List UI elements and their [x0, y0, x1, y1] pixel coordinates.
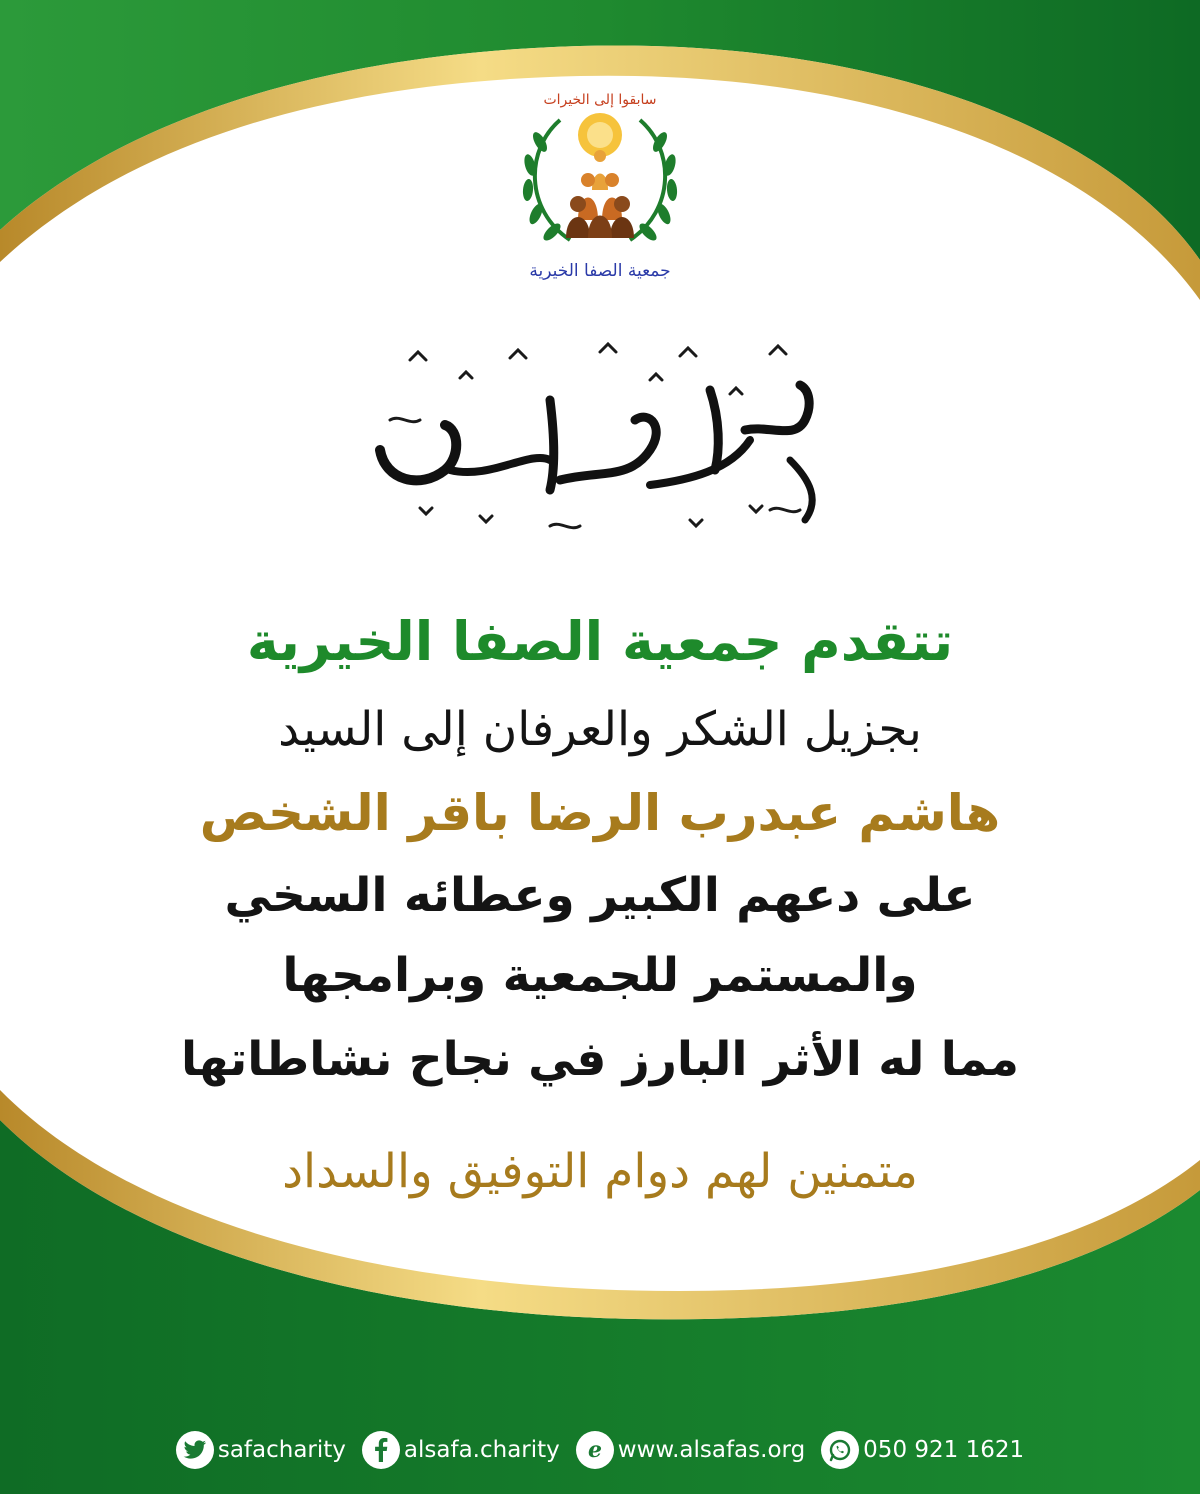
- message-line-5: والمستمر للجمعية وبرامجها: [282, 948, 918, 1003]
- logo-top-text: سابقوا إلى الخيرات: [543, 92, 657, 108]
- message-line-2: بجزيل الشكر والعرفان إلى السيد: [278, 702, 922, 757]
- twitter-handle: safacharity: [217, 1437, 346, 1463]
- logo-bottom-text: جمعية الصفا الخيرية: [529, 261, 671, 281]
- facebook-contact[interactable]: [362, 1431, 560, 1469]
- twitter-contact[interactable]: [176, 1431, 346, 1469]
- facebook-icon: [362, 1431, 400, 1469]
- website-url: www.alsafas.org: [617, 1437, 806, 1463]
- facebook-handle: alsafa.charity: [403, 1437, 560, 1463]
- website-contact[interactable]: [576, 1431, 805, 1469]
- contact-footer: [0, 1422, 1200, 1478]
- whatsapp-phone: 050 921 1621: [863, 1437, 1025, 1463]
- closing-line: متمنين لهم دوام التوفيق والسداد: [282, 1144, 918, 1199]
- message-line-4: على دعهم الكبير وعطائه السخي: [224, 868, 976, 923]
- honoree-name: هاشم عبدرب الرضا باقر الشخص: [199, 784, 1001, 842]
- charity-logo: [500, 80, 700, 285]
- message-line-6: مما له الأثر البارز في نجاح نشاطاتها: [180, 1032, 1019, 1087]
- whatsapp-icon: [821, 1431, 859, 1469]
- whatsapp-contact[interactable]: [821, 1431, 1024, 1469]
- heading-text: شكر وتقدير: [597, 542, 603, 543]
- svg-text:e: e: [587, 1438, 602, 1462]
- heading-calligraphy: [350, 330, 850, 550]
- web-icon: [576, 1431, 614, 1469]
- twitter-icon: [176, 1431, 214, 1469]
- message-line-1: تتقدم جمعية الصفا الخيرية: [246, 610, 954, 673]
